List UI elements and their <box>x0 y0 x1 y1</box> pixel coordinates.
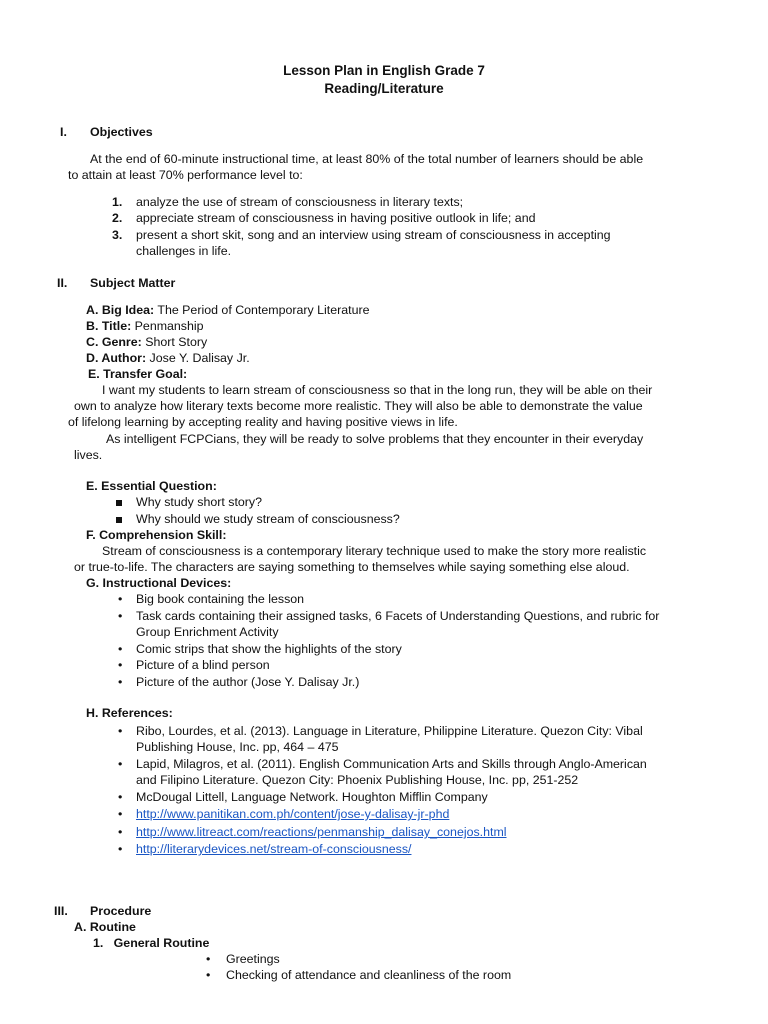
device-item-3: Comic strips that show the highlights of the story <box>136 642 402 656</box>
big-idea-value: The Period of Contemporary Literature <box>154 303 370 317</box>
device-item-1: Big book containing the lesson <box>136 592 305 606</box>
device-item-2-continued: Group Enrichment Activity <box>136 625 279 639</box>
comprehension-skill-label: F. Comprehension Skill: <box>86 528 227 542</box>
title-line <box>86 319 204 334</box>
transfer-goal-line4: As intelligent FCPCians, they will be ready to solve problems that they encounter in their everyday <box>106 432 644 446</box>
bullet-icon: • <box>118 842 123 856</box>
big-idea-line <box>86 303 370 318</box>
author-value: Jose Y. Dalisay Jr. <box>146 351 250 365</box>
instructional-devices-label: G. Instructional Devices: <box>86 576 232 590</box>
bullet-icon: • <box>118 807 123 821</box>
big-idea-label: A. Big Idea: <box>86 303 155 317</box>
objective-item-1: analyze the use of stream of consciousness in literary texts; <box>136 195 464 209</box>
objective-item-3-continued: challenges in life. <box>136 244 232 258</box>
objective-item-3: present a short skit, song and an interview using stream of consciousness in accepting <box>136 228 611 242</box>
bullet-icon: • <box>118 724 123 738</box>
genre-line <box>86 335 207 350</box>
section-numeral-subject-matter: II. <box>57 276 68 290</box>
reference-3: McDougal Littell, Language Network. Houghton Mifflin Company <box>136 790 488 804</box>
routine-heading: A. Routine <box>74 920 136 934</box>
transfer-goal-label: E. Transfer Goal: <box>88 367 188 381</box>
transfer-goal-line2: own to analyze how literary texts become more realistic. They will also be able to demonstrate the value <box>74 399 643 413</box>
device-item-2: Task cards containing their assigned tasks, 6 Facets of Understanding Questions, and rubric for <box>136 609 660 623</box>
square-bullet-icon <box>116 495 122 510</box>
device-item-5: Picture of the author (Jose Y. Dalisay Jr.) <box>136 675 360 689</box>
bullet-icon: • <box>118 642 123 656</box>
bullet-icon: • <box>118 675 123 689</box>
reference-link-litreact[interactable]: http://www.litreact.com/reactions/penmanship_dalisay_conejos.html <box>136 825 507 839</box>
routine-item-1: Greetings <box>226 952 280 966</box>
essential-question-2: Why should we study stream of consciousness? <box>136 512 400 526</box>
author-line <box>86 351 250 366</box>
objective-number-1: 1. <box>112 195 123 209</box>
square-bullet-icon <box>116 512 122 527</box>
bullet-icon: • <box>118 790 123 804</box>
bullet-icon: • <box>118 757 123 771</box>
references-label: H. References: <box>86 706 173 720</box>
section-numeral-procedure: III. <box>54 904 68 918</box>
routine-item-2: Checking of attendance and cleanliness of the room <box>226 968 512 982</box>
reference-1-line1: Ribo, Lourdes, et al. (2013). Language in Literature, Philippine Literature. Quezon City: Vibal <box>136 724 643 738</box>
bullet-icon: • <box>118 592 123 606</box>
transfer-goal-line3: of lifelong learning by accepting reality and having positive views in life. <box>68 415 458 429</box>
reference-link-literarydevices[interactable]: http://literarydevices.net/stream-of-consciousness/ <box>136 842 412 856</box>
author-label: D. Author: <box>86 351 147 365</box>
section-heading-subject-matter: Subject Matter <box>90 276 176 290</box>
device-item-4: Picture of a blind person <box>136 658 270 672</box>
essential-question-1: Why study short story? <box>136 495 263 509</box>
bullet-icon: • <box>118 658 123 672</box>
title-value: Penmanship <box>131 319 204 333</box>
objective-number-2: 2. <box>112 211 123 225</box>
reference-2-line2: and Filipino Literature. Quezon City: Phoenix Publishing House, Inc. pp, 251-252 <box>136 773 579 787</box>
section-heading-procedure: Procedure <box>90 904 152 918</box>
comprehension-skill-line2: or true-to-life. The characters are saying something to themselves while saying something else aloud. <box>74 560 630 574</box>
transfer-goal-line1: I want my students to learn stream of consciousness so that in the long run, they will be able on their <box>102 383 653 397</box>
genre-value: Short Story <box>141 335 208 349</box>
bullet-icon: • <box>118 825 123 839</box>
genre-label: C. Genre: <box>86 335 142 349</box>
section-numeral-objectives: I. <box>60 125 67 139</box>
essential-question-label: E. Essential Question: <box>86 479 217 493</box>
bullet-icon: • <box>206 968 211 982</box>
objective-item-2: appreciate stream of consciousness in having positive outlook in life; and <box>136 211 536 225</box>
objectives-intro-line2: to attain at least 70% performance level to: <box>68 168 303 182</box>
document-title: Lesson Plan in English Grade 7 <box>283 63 485 78</box>
comprehension-skill-line1: Stream of consciousness is a contemporary literary technique used to make the story more realistic <box>102 544 647 558</box>
objective-number-3: 3. <box>112 228 123 242</box>
transfer-goal-line5: lives. <box>74 448 103 462</box>
objectives-intro-line1: At the end of 60-minute instructional time, at least 80% of the total number of learners should be able <box>90 152 644 166</box>
reference-1-line2: Publishing House, Inc. pp, 464 – 475 <box>136 740 339 754</box>
reference-2-line1: Lapid, Milagros, et al. (2011). English Communication Arts and Skills through Anglo-American <box>136 757 647 771</box>
title-label: B. Title: <box>86 319 132 333</box>
general-routine-heading: 1. General Routine <box>93 936 210 950</box>
section-heading-objectives: Objectives <box>90 125 153 139</box>
document-subtitle: Reading/Literature <box>324 81 444 96</box>
reference-link-panitikan[interactable]: http://www.panitikan.com.ph/content/jose-y-dalisay-jr-phd <box>136 807 450 821</box>
bullet-icon: • <box>118 609 123 623</box>
bullet-icon: • <box>206 952 211 966</box>
